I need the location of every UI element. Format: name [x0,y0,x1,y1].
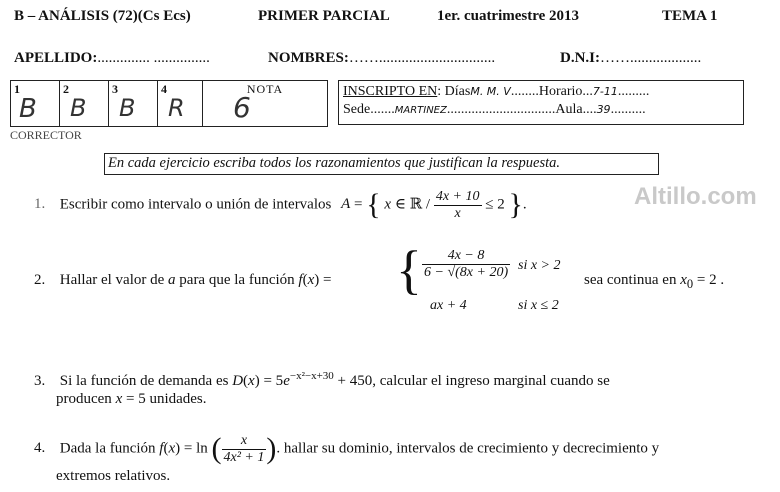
grades-table [10,80,328,127]
corrector-label: CORRECTOR [10,128,82,142]
grade-cell-1: 1 B [11,81,60,127]
dni-field[interactable]: D.N.I:……................... [560,50,702,66]
aula-value: 39 [596,103,611,116]
apellido-label: APELLIDO: [14,50,98,66]
horario-label: Horario [538,84,583,99]
piece-1: $\frac{4x - 8}{6 - √(8x + 20)}$ [424,248,509,280]
piece-2: ax + 4 [430,298,467,313]
course-title: B – ANÁLISIS (72)(Cs Ecs) [14,8,191,24]
question-4-text2: . hallar su dominio, intervalos de crecimiento y decrecimiento y [276,440,660,457]
question-4-line2: extremos relativos. [56,468,171,484]
nota-cell [203,81,328,127]
nota-label: NOTA [246,82,284,96]
dias-label: : Días [437,84,471,99]
piece-2-cond: si x ≤ 2 [518,298,559,313]
question-3-text4: unidades. [149,391,207,407]
question-1-number: 1. [34,196,46,213]
q4-fraction: $\frac{x}{\text{4x² + 1}}$ [223,432,265,465]
question-1-text: Escribir como intervalo o unión de intervalos [59,196,332,213]
grade-handwritten-2: B [70,94,87,122]
aula-label: Aula [555,102,583,117]
inscripto-label: INSCRIPTO EN [343,84,438,99]
question-2-text: Hallar el valor de [59,272,165,288]
question-3-text: Si la función de demanda es [59,373,229,389]
piece-1-cond: si x > 2 [518,258,561,273]
apellido-field[interactable]: APELLIDO:.............. ............... [14,50,210,66]
dias-value: M. M. V [470,85,511,98]
set-brace-right: } [508,188,523,221]
piecewise-brace: { [396,240,422,300]
horario-value: 7-11 [592,85,618,98]
question-2-number: 2. [34,272,46,288]
question-2: 2. Hallar el valor de a para que la función f(x) = [34,272,332,288]
grade-handwritten-4: R [168,94,185,122]
question-2-text3: sea continua en [584,272,677,288]
grade-handwritten-1: B [19,94,37,124]
question-2-tail: sea continua en $x_0 = 2$ . [584,272,725,291]
sede-label: Sede [343,102,371,117]
inscription-box: INSCRIPTO EN: DíasM. M. V........Horario...7-11......... Sede.......MARTINEZ...............................Aula....39.......... [338,80,744,125]
question-3: 3. Si la función de demanda es $D(x) = 5e^{-x^2-x+30} + 450$, calcular el ingreso marginal cuando se [34,370,610,389]
grade-handwritten-3: B [119,94,136,122]
dni-label: D.N.I: [560,50,600,66]
question-4-text: Dada la función [59,440,156,457]
question-3-line2: producen x = 5 unidades. [56,391,207,407]
grade-cell-2: 2 B [60,81,109,127]
question-4: 4. Dada la función f(x) = ln ( $\frac{x}{\text{4x² + 1}}$ ). hallar su dominio, intervalos de crecimiento y decrecimiento y [34,432,660,465]
question-3-number: 3. [34,373,46,389]
question-1: 1. Escribir como intervalo o unión de intervalos A = { x ∈ ℝ / $\frac{4x + 10}{x}$ ≤ 2 }. [34,188,527,221]
watermark-logo: Altillo.com [634,183,757,210]
set-brace-left: { [366,188,381,221]
exam-period: 1er. cuatrimestre 2013 [437,8,580,24]
tema-label: TEMA 1 [662,8,718,24]
instruction-box: En cada ejercicio escriba todos los razonamientos que justifican la respuesta. [104,153,659,175]
question-2-text2: para que la función [179,272,295,288]
nombres-field[interactable]: NOMBRES:……............................... [268,50,496,66]
exam-title: PRIMER PARCIAL [258,8,390,24]
sede-value: MARTINEZ [394,105,447,116]
grade-cell-3: 3 B [109,81,158,127]
nombres-label: NOMBRES: [268,50,349,66]
q1-fraction: $\frac{4x + 10}{x}$ [435,188,480,221]
question-3-text3: producen [56,391,112,407]
question-3-text2: , calcular el ingreso marginal cuando se [372,373,610,389]
grade-cell-4: 4 R [158,81,203,127]
question-4-number: 4. [34,440,46,457]
nota-handwritten: 6 [233,91,251,124]
